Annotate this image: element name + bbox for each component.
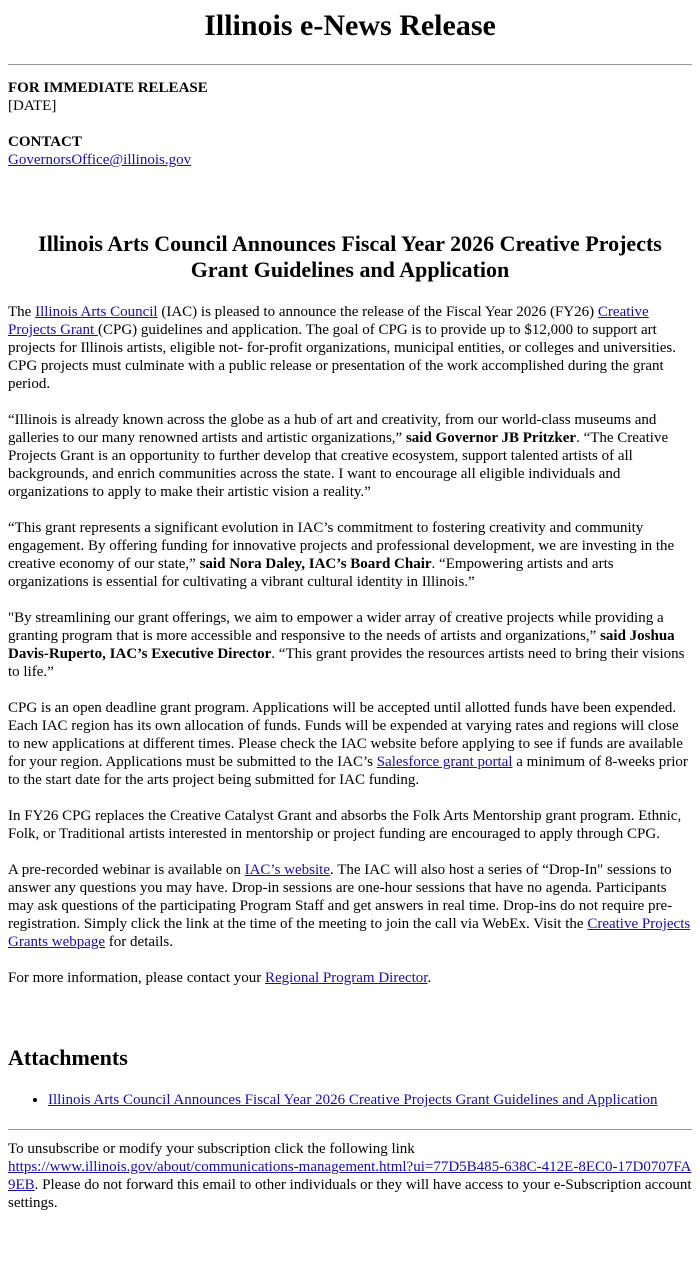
paragraph-intro — [8, 303, 692, 393]
text: . — [427, 970, 432, 986]
release-info — [8, 79, 692, 115]
subscription-management-link[interactable]: https://www.illinois.gov/about/communications-management.html?ui=77D5B485-638C-412E-8EC0-17D0707FA9EB — [8, 1159, 692, 1193]
contact-email-link[interactable]: GovernorsOffice@illinois.gov — [8, 152, 192, 168]
contact-label: CONTACT — [8, 134, 82, 150]
illinois-arts-council-link[interactable]: Illinois Arts Council — [35, 304, 158, 320]
text: for details. — [105, 934, 173, 950]
footer-divider — [8, 1129, 692, 1130]
paragraph-governor-quote — [8, 411, 692, 501]
text: CPG is an open deadline grant program. Applications will be accepted until allotted funds have been expended. Each IAC region has its own allocation of funds. Funds will be expended at varying rates and regions will close to new applications at different times. Please check the IAC website before applying to see if funds are available for your region. Applications must be submitted to the IAC’s — [8, 700, 683, 770]
site-title: Illinois e-News Release — [204, 9, 496, 42]
text: (CPG) guidelines and application. The goal of CPG is to provide up to $12,000 to support art projects for Illinois artists, eligible not- for-profit organizations, municipal entities, or colleges and universities. CPG projects must culminate with a public release or presentation of the work accomplished during the grant period. — [8, 322, 677, 392]
header-divider — [8, 64, 692, 65]
paragraph-webinar-info — [8, 861, 692, 951]
text: To unsubscribe or modify your subscription click the following link — [8, 1141, 415, 1157]
text: “Illinois is already known across the globe as a hub of art and creativity, from our world-class museums and galleries to our many renowned artists and artistic organizations,” — [8, 412, 657, 446]
text: (IAC) is pleased to announce the release of the Fiscal Year 2026 (FY26) — [157, 304, 598, 320]
creative-projects-grant-link[interactable]: Creative Projects Grant — [8, 304, 649, 338]
unsubscribe-text — [8, 1140, 692, 1212]
paragraph-contact-info — [8, 969, 692, 987]
release-label: FOR IMMEDIATE RELEASE — [8, 80, 208, 96]
paragraph-fy26-changes: In FY26 CPG replaces the Creative Catalyst Grant and absorbs the Folk Arts Mentorship grant program. Ethnic, Folk, or Traditional artists interested in mentorship or project funding are encouraged to apply through CPG. — [8, 808, 682, 842]
text: The — [8, 304, 36, 320]
footer — [8, 1129, 692, 1212]
text: a minimum of 8-weeks prior to the start date for the arts project being submitted for IAC funding. — [8, 754, 688, 788]
text: For more information, please contact your — [8, 970, 266, 986]
iac-website-link[interactable]: IAC’s website — [244, 862, 330, 878]
speaker-attribution: said Governor JB Pritzker — [405, 430, 577, 446]
paragraph-deadline-info — [8, 699, 692, 789]
attachments-heading: Attachments — [8, 1045, 128, 1070]
text: . The IAC will also host a series of “Drop-In" sessions to answer any questions you may have. Drop-in sessions are one-hour sessions that have no agenda. Participants may ask questions of the participating Program Staff and get answers in real time. Drop-ins do not require pre- registration. Simply click the link at the time of the meeting to join the call via WebEx. Visit the — [8, 862, 673, 932]
attachments-list — [8, 1091, 692, 1109]
speaker-attribution: said Nora Daley, IAC’s Board Chair — [199, 556, 432, 572]
salesforce-portal-link[interactable]: Salesforce grant portal — [376, 754, 513, 770]
text: . “Empowering artists and arts organizations is essential for cultivating a vibrant cultural identity in Illinois.” — [8, 556, 614, 590]
text: . “This grant provides the resources artists need to bring their visions to life.” — [8, 646, 685, 680]
text: . Please do not forward this email to other individuals or they will have access to your e-Subscription account settings. — [8, 1177, 692, 1211]
text: A pre-recorded webinar is available on — [8, 862, 245, 878]
article-headline: Illinois Arts Council Announces Fiscal Year 2026 Creative Projects Grant Guidelines and Application — [38, 231, 662, 282]
paragraph-board-chair-quote — [8, 519, 692, 591]
paragraph-director-quote — [8, 609, 692, 681]
attachment-link[interactable]: Illinois Arts Council Announces Fiscal Year 2026 Creative Projects Grant Guidelines and Application — [48, 1092, 658, 1108]
text: . “The Creative Projects Grant is an opportunity to further develop that creative ecosystem, support talented artists of all backgrounds, and enrich communities across the state. I want to encourage all eligible individuals and organizations to apply to make their artistic vision a reality.” — [8, 430, 669, 500]
list-item — [48, 1091, 692, 1109]
cpg-webpage-link[interactable]: Creative Projects Grants webpage — [8, 916, 691, 950]
regional-director-link[interactable]: Regional Program Director — [265, 970, 428, 986]
text: “This grant represents a significant evolution in IAC’s commitment to fostering creativity and community engagement. By offering funding for innovative projects and professional development, we are investing in the creative economy of our state,” — [8, 520, 675, 572]
speaker-attribution: said Joshua Davis-Ruperto, IAC’s Executive Director — [8, 628, 675, 662]
text: "By streamlining our grant offerings, we aim to empower a wider array of creative projects while providing a granting program that is more accessible and responsive to the needs of artists and organizations,” — [8, 610, 664, 644]
contact-info — [8, 133, 692, 169]
release-date: [DATE] — [8, 98, 57, 114]
